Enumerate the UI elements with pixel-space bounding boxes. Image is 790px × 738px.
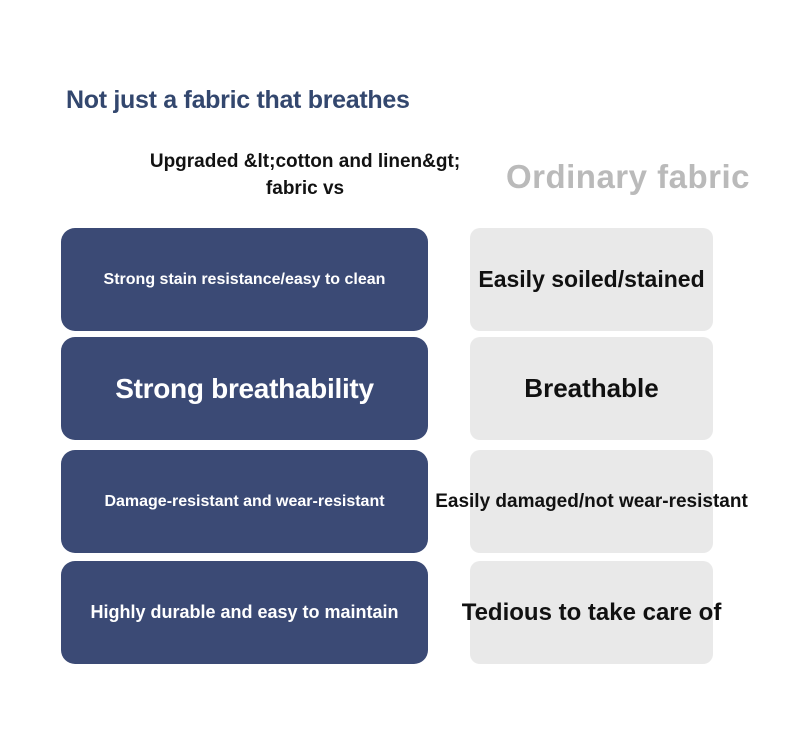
ordinary-fabric-column-heading: Ordinary fabric: [505, 158, 751, 195]
ordinary-feature-box: Easily soiled/stained: [470, 228, 713, 331]
comparison-row: [0, 337, 790, 440]
comparison-row: [0, 228, 790, 331]
upgraded-feature-box: Highly durable and easy to maintain: [61, 561, 428, 664]
upgraded-heading-line2: fabric vs: [265, 178, 345, 199]
page-title: Not just a fabric that breathes: [66, 86, 410, 114]
ordinary-feature-box: Tedious to take care of: [470, 561, 713, 664]
comparison-row: [0, 450, 790, 553]
ordinary-feature-box: Breathable: [470, 337, 713, 440]
comparison-row: [0, 561, 790, 664]
upgraded-feature-box: Damage-resistant and wear-resistant: [61, 450, 428, 553]
upgraded-feature-box: Strong breathability: [61, 337, 428, 440]
upgraded-feature-box: Strong stain resistance/easy to clean: [61, 228, 428, 331]
upgraded-heading-line1: Upgraded &lt;cotton and linen&gt;: [149, 151, 461, 172]
ordinary-feature-box: Easily damaged/not wear-resistant: [470, 450, 713, 553]
upgraded-fabric-column-heading: [145, 148, 465, 202]
